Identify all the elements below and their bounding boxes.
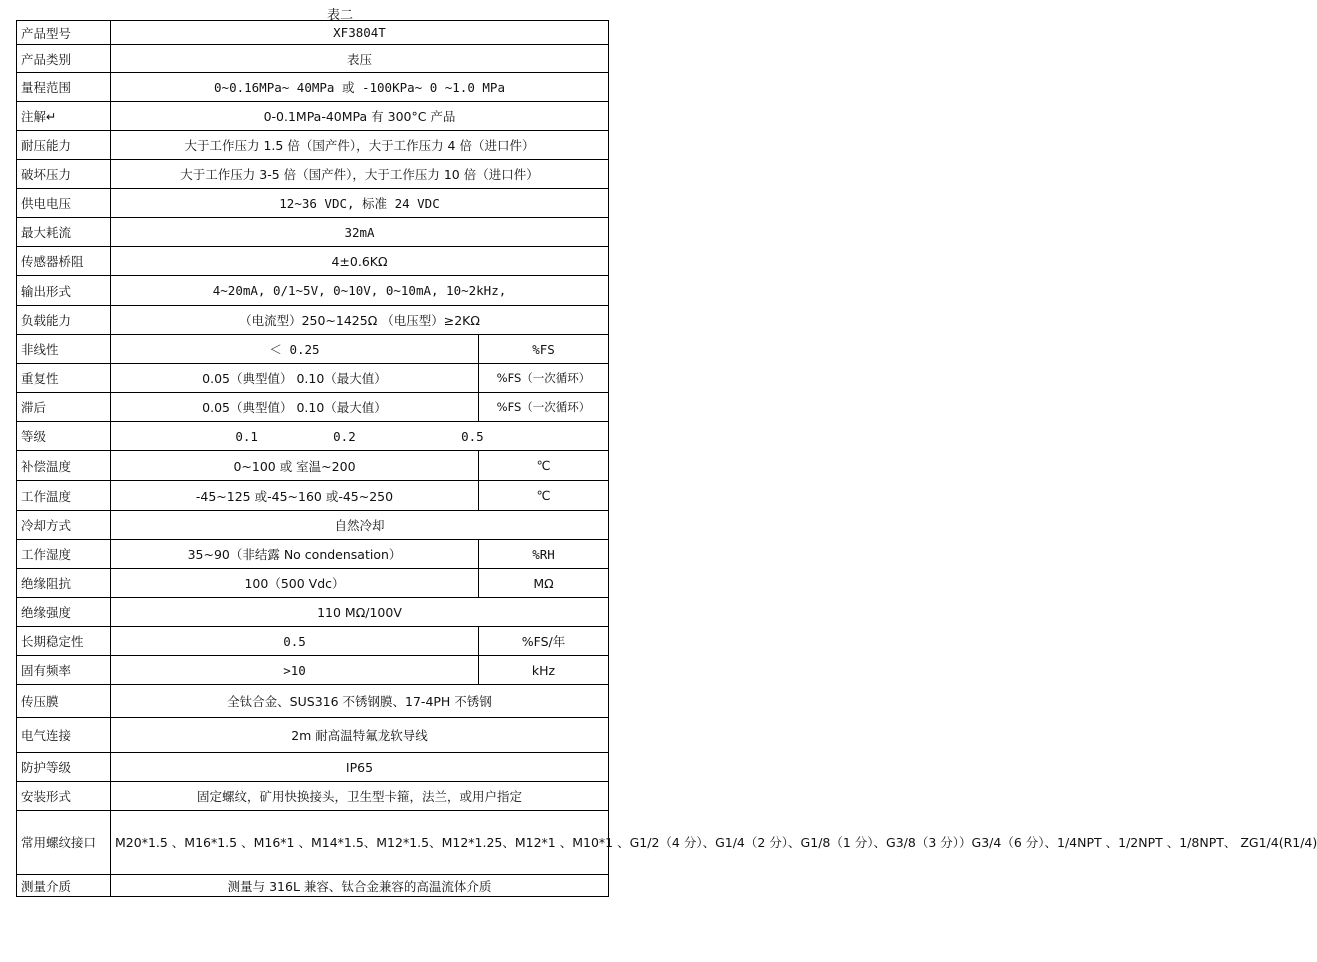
table-row [17,718,609,753]
row-value: 35~90（非结露 No condensation） [111,540,479,569]
row-unit: %FS（一次循环） [479,393,609,422]
row-label: 供电电压 [17,189,111,218]
table-row [17,45,609,73]
table-row [17,685,609,718]
row-value: 110 MΩ/100V [111,598,609,627]
row-unit: %FS [479,335,609,364]
row-unit: %FS/年 [479,627,609,656]
row-value: 表压 [111,45,609,73]
row-unit: %FS（一次循环） [479,364,609,393]
row-value: 0.1 0.2 0.5 [111,422,609,451]
row-label: 绝缘阻抗 [17,569,111,598]
table-row [17,481,609,511]
table-row [17,422,609,451]
table-row [17,189,609,218]
row-value: 0~100 或 室温~200 [111,451,479,481]
row-unit: ℃ [479,451,609,481]
table-row [17,569,609,598]
table-row [17,627,609,656]
row-unit: MΩ [479,569,609,598]
row-value: 12~36 VDC, 标准 24 VDC [111,189,609,218]
table-row [17,540,609,569]
row-value: 4~20mA, 0/1~5V, 0~10V, 0~10mA, 10~2kHz, [111,276,609,306]
row-value: IP65 [111,753,609,782]
row-value: 测量与 316L 兼容、钛合金兼容的高温流体介质 [111,875,609,897]
row-label: 长期稳定性 [17,627,111,656]
row-value: ＜ 0.25 [111,335,479,364]
table-row [17,451,609,481]
row-value: 32mA [111,218,609,247]
row-label: 安装形式 [17,782,111,811]
row-label: 常用螺纹接口 [17,811,111,875]
row-value: -45~125 或-45~160 或-45~250 [111,481,479,511]
row-value: XF3804T [111,21,609,45]
row-label: 量程范围 [17,73,111,102]
row-unit: ℃ [479,481,609,511]
row-label: 产品型号 [17,21,111,45]
row-label: 输出形式 [17,276,111,306]
row-value: 全钛合金、SUS316 不锈钢膜、17-4PH 不锈钢 [111,685,609,718]
table-row [17,753,609,782]
table-row [17,218,609,247]
row-label: 工作湿度 [17,540,111,569]
table-row [17,102,609,131]
row-label: 最大耗流 [17,218,111,247]
row-value: 自然冷却 [111,511,609,540]
table-row [17,598,609,627]
row-label: 等级 [17,422,111,451]
row-value: 100（500 Vdc） [111,569,479,598]
row-label: 工作温度 [17,481,111,511]
row-value: 0.5 [111,627,479,656]
row-value: 4±0.6KΩ [111,247,609,276]
row-value: 0~0.16MPa~ 40MPa 或 -100KPa~ 0 ~1.0 MPa [111,73,609,102]
table-row [17,782,609,811]
table-row [17,247,609,276]
row-unit: %RH [479,540,609,569]
table-caption: 表二 [326,8,353,23]
row-label: 非线性 [17,335,111,364]
table-row [17,393,609,422]
row-value: 0.05（典型值） 0.10（最大值） [111,364,479,393]
row-label: 补偿温度 [17,451,111,481]
table-row [17,160,609,189]
row-label: 测量介质 [17,875,111,897]
table-row [17,73,609,102]
row-label: 绝缘强度 [17,598,111,627]
row-label: 滞后 [17,393,111,422]
row-label: 注解↵ [17,102,111,131]
table-row [17,511,609,540]
spec-table [16,20,1317,897]
row-label: 固有频率 [17,656,111,685]
row-label: 耐压能力 [17,131,111,160]
table-row [17,21,609,45]
table-row [17,335,609,364]
row-label: 负载能力 [17,306,111,335]
row-value: 固定螺纹，矿用快换接头，卫生型卡箍，法兰，或用户指定 [111,782,609,811]
row-value: 0.05（典型值） 0.10（最大值） [111,393,479,422]
row-value: 大于工作压力 1.5 倍（国产件），大于工作压力 4 倍（进口件） [111,131,609,160]
row-value: 大于工作压力 3-5 倍（国产件），大于工作压力 10 倍（进口件） [111,160,609,189]
table-row [17,131,609,160]
row-label: 传压膜 [17,685,111,718]
table-row [17,306,609,335]
row-unit: kHz [479,656,609,685]
row-label: 防护等级 [17,753,111,782]
table-row [17,276,609,306]
row-label: 重复性 [17,364,111,393]
row-value: （电流型）250~1425Ω （电压型）≥2KΩ [111,306,609,335]
row-label: 传感器桥阻 [17,247,111,276]
table-row [17,656,609,685]
row-label: 产品类别 [17,45,111,73]
row-label: 破坏压力 [17,160,111,189]
table-row [17,811,609,875]
row-value: 0-0.1MPa-40MPa 有 300°C 产品 [111,102,609,131]
table-row [17,875,609,897]
row-value: 2m 耐高温特氟龙软导线 [111,718,609,753]
row-label: 冷却方式 [17,511,111,540]
row-value: >10 [111,656,479,685]
row-value: M20*1.5 、M16*1.5 、M16*1 、M14*1.5、M12*1.5、M12*1.25、M12*1 、M10*1 、G1/2（4 分）、G1/4（2 分）、G1/8（1 分）、G3/8（3 分））G3/4（6 分）、1/4NPT 、1/2NPT 、1/8NPT、 ZG1/4(R1/4) [111,811,609,875]
table-row [17,364,609,393]
row-label: 电气连接 [17,718,111,753]
